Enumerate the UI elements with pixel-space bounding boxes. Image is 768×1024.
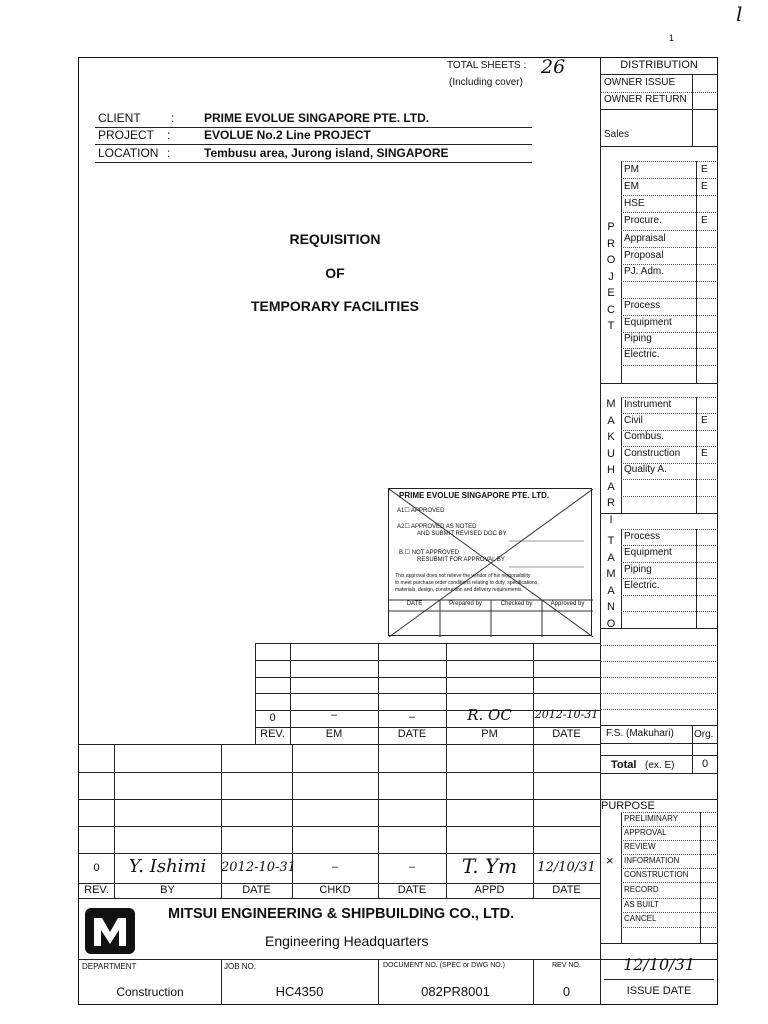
stamp-note-2: to meet purchase order conditions relating to duty, specifications, <box>395 580 539 586</box>
distribution-header: DISTRIBUTION <box>620 59 698 71</box>
total-sheets-label: TOTAL SHEETS : <box>447 60 527 71</box>
mitsui-logo <box>84 906 136 956</box>
dist-procure-code: E <box>701 215 708 226</box>
rev-row-by-signature: Y. Ishimi <box>128 856 207 877</box>
dist-proposal: Proposal <box>624 250 664 261</box>
page-number: 1 <box>669 33 675 43</box>
stamp-col-checked: Checked by <box>500 601 533 607</box>
rev-row-chkd: – <box>331 861 339 873</box>
footer-department: Construction <box>116 985 184 999</box>
project-value: EVOLUE No.2 Line PROJECT <box>204 128 371 142</box>
ca-date2-value: 2012-10-31 <box>534 708 599 721</box>
dist-electric: Electric. <box>624 349 660 360</box>
location-label: LOCATION <box>98 146 159 160</box>
rev-header-appd: APPD <box>474 884 505 896</box>
dist-t-equipment: Equipment <box>624 547 672 558</box>
rev-header-date3: DATE <box>552 884 581 896</box>
purpose-review: REVIEW <box>624 842 656 851</box>
purpose-approval: APPROVAL <box>624 828 667 837</box>
corner-mark: l <box>736 2 743 26</box>
dist-appraisal: Appraisal <box>624 233 666 244</box>
dist-hse: HSE <box>624 198 645 209</box>
footer-docno: 082PR8001 <box>421 984 490 999</box>
dist-pm: PM <box>624 164 639 175</box>
dist-piping: Piping <box>624 333 652 344</box>
org-label: Org. <box>694 729 714 740</box>
rev-header-date2: DATE <box>397 884 427 896</box>
ca-rev-value: 0 <box>269 712 276 724</box>
footer-department-label: DEPARTMENT <box>82 962 137 971</box>
total-sheets-note: (Including cover) <box>449 77 523 88</box>
location-value: Tembusu area, Jurong island, SINGAPORE <box>204 146 449 160</box>
total-label: Total <box>611 759 637 771</box>
rev-row-date2: – <box>408 861 416 873</box>
purpose-label: PURPOSE <box>601 800 655 812</box>
total-note: (ex. E) <box>645 760 675 771</box>
stamp-b1: B.☐ NOT APPROVED <box>399 550 459 556</box>
ca-date1-value: – <box>408 711 416 723</box>
purpose-selected-mark: × <box>606 853 614 868</box>
dist-construction: Construction <box>624 448 681 459</box>
ca-header-date2: DATE <box>552 728 581 740</box>
rev-header-chkd: CHKD <box>319 884 351 896</box>
rev-row-date: 2012-10-31 <box>221 860 296 875</box>
dist-combus: Combus. <box>624 431 665 442</box>
purpose-record: RECORD <box>624 885 659 894</box>
ca-pm-signature: R. OC <box>467 706 512 724</box>
dist-process: Process <box>624 300 661 311</box>
dist-construction-code: E <box>701 448 708 459</box>
dist-t-piping: Piping <box>624 564 652 575</box>
company-division: Engineering Headquarters <box>265 933 429 949</box>
tamano-vertical-label: T A M A N O <box>606 535 616 630</box>
sales-label: Sales <box>604 129 630 140</box>
client-value: PRIME EVOLUE SINGAPORE PTE. LTD. <box>204 111 430 125</box>
total-value: 0 <box>702 758 709 770</box>
rev-row-appd-signature: T. Ym <box>461 854 518 878</box>
stamp-col-prepared: Prepared by <box>449 601 482 607</box>
stamp-col-date: DATE <box>406 601 423 607</box>
stamp-a2b: AND SUBMIT REVISED DOC BY <box>417 531 507 537</box>
company-name: MITSUI ENGINEERING & SHIPBUILDING CO., LTD. <box>168 906 515 922</box>
title-line-1: REQUISITION <box>289 231 381 247</box>
fs-makuhari-label: F.S. (Makuhari) <box>606 728 674 739</box>
dist-t-process: Process <box>624 531 661 542</box>
dist-pj-adm: PJ. Adm. <box>624 266 665 277</box>
purpose-as-built: AS BUILT <box>624 900 659 909</box>
makuhari-vertical-label: M A K U H A R I <box>606 398 616 526</box>
footer-revno: 0 <box>562 984 571 999</box>
stamp-col-approved: Approved by <box>550 601 585 607</box>
ca-header-pm: PM <box>481 728 498 740</box>
ca-header-em: EM <box>325 728 343 740</box>
client-label: CLIENT <box>98 111 141 125</box>
rev-row-rev: 0 <box>93 862 100 874</box>
issue-date-label: ISSUE DATE <box>626 985 692 997</box>
rev-header-rev: REV. <box>84 884 109 896</box>
ca-header-rev: REV. <box>260 728 285 740</box>
purpose-preliminary: PRELIMINARY <box>624 814 679 823</box>
issue-date-value: 12/10/31 <box>623 955 695 974</box>
owner-return-label: OWNER RETURN <box>604 94 687 105</box>
dist-equipment: Equipment <box>624 317 672 328</box>
stamp-a2: A2☐ APPROVED AS NOTED <box>397 524 477 530</box>
footer-jobno: HC4350 <box>275 984 324 999</box>
approval-stamp <box>388 488 592 636</box>
rev-header-by: BY <box>160 884 175 896</box>
dist-quality: Quality A. <box>624 464 667 475</box>
dist-civil-code: E <box>701 415 708 426</box>
stamp-a1: A1☐ APPROVED <box>397 508 445 514</box>
dist-t-electric: Electric. <box>624 580 660 591</box>
dist-procure: Procure. <box>624 215 662 226</box>
dist-civil: Civil <box>624 415 643 426</box>
project-vertical-label: P R O J E C T <box>606 221 616 332</box>
project-label: PROJECT <box>98 128 155 142</box>
dist-em-code: E <box>701 181 708 192</box>
footer-docno-label: DOCUMENT NO. (SPEC or DWG NO.) <box>383 962 505 969</box>
dist-pm-code: E <box>701 164 708 175</box>
title-line-2: OF <box>325 265 345 281</box>
dist-instrument: Instrument <box>624 399 672 410</box>
stamp-note-1: This approval does not relieve the vendor of his responsibility <box>395 573 531 579</box>
stamp-title: PRIME EVOLUE SINGAPORE PTE. LTD. <box>399 491 550 500</box>
purpose-construction: CONSTRUCTION <box>624 870 689 879</box>
rev-row-date3: 12/10/31 <box>537 860 596 875</box>
ca-header-date: DATE <box>397 728 427 740</box>
owner-issue-label: OWNER ISSUE <box>604 77 676 88</box>
stamp-note-3: materials, design, construction and delivery requirements. <box>395 587 523 593</box>
purpose-cancel: CANCEL <box>624 914 657 923</box>
ca-em-value: – <box>330 709 338 721</box>
total-sheets-value: 26 <box>541 56 566 78</box>
footer-jobno-label: JOB NO. <box>224 962 257 971</box>
stamp-b2: RESUBMIT FOR APPROVAL BY <box>417 557 505 563</box>
purpose-information: INFORMATION <box>624 856 680 865</box>
rev-header-date: DATE <box>242 884 271 896</box>
dist-em: EM <box>624 181 639 192</box>
title-line-3: TEMPORARY FACILITIES <box>250 298 419 314</box>
footer-revno-label: REV NO. <box>552 962 581 969</box>
